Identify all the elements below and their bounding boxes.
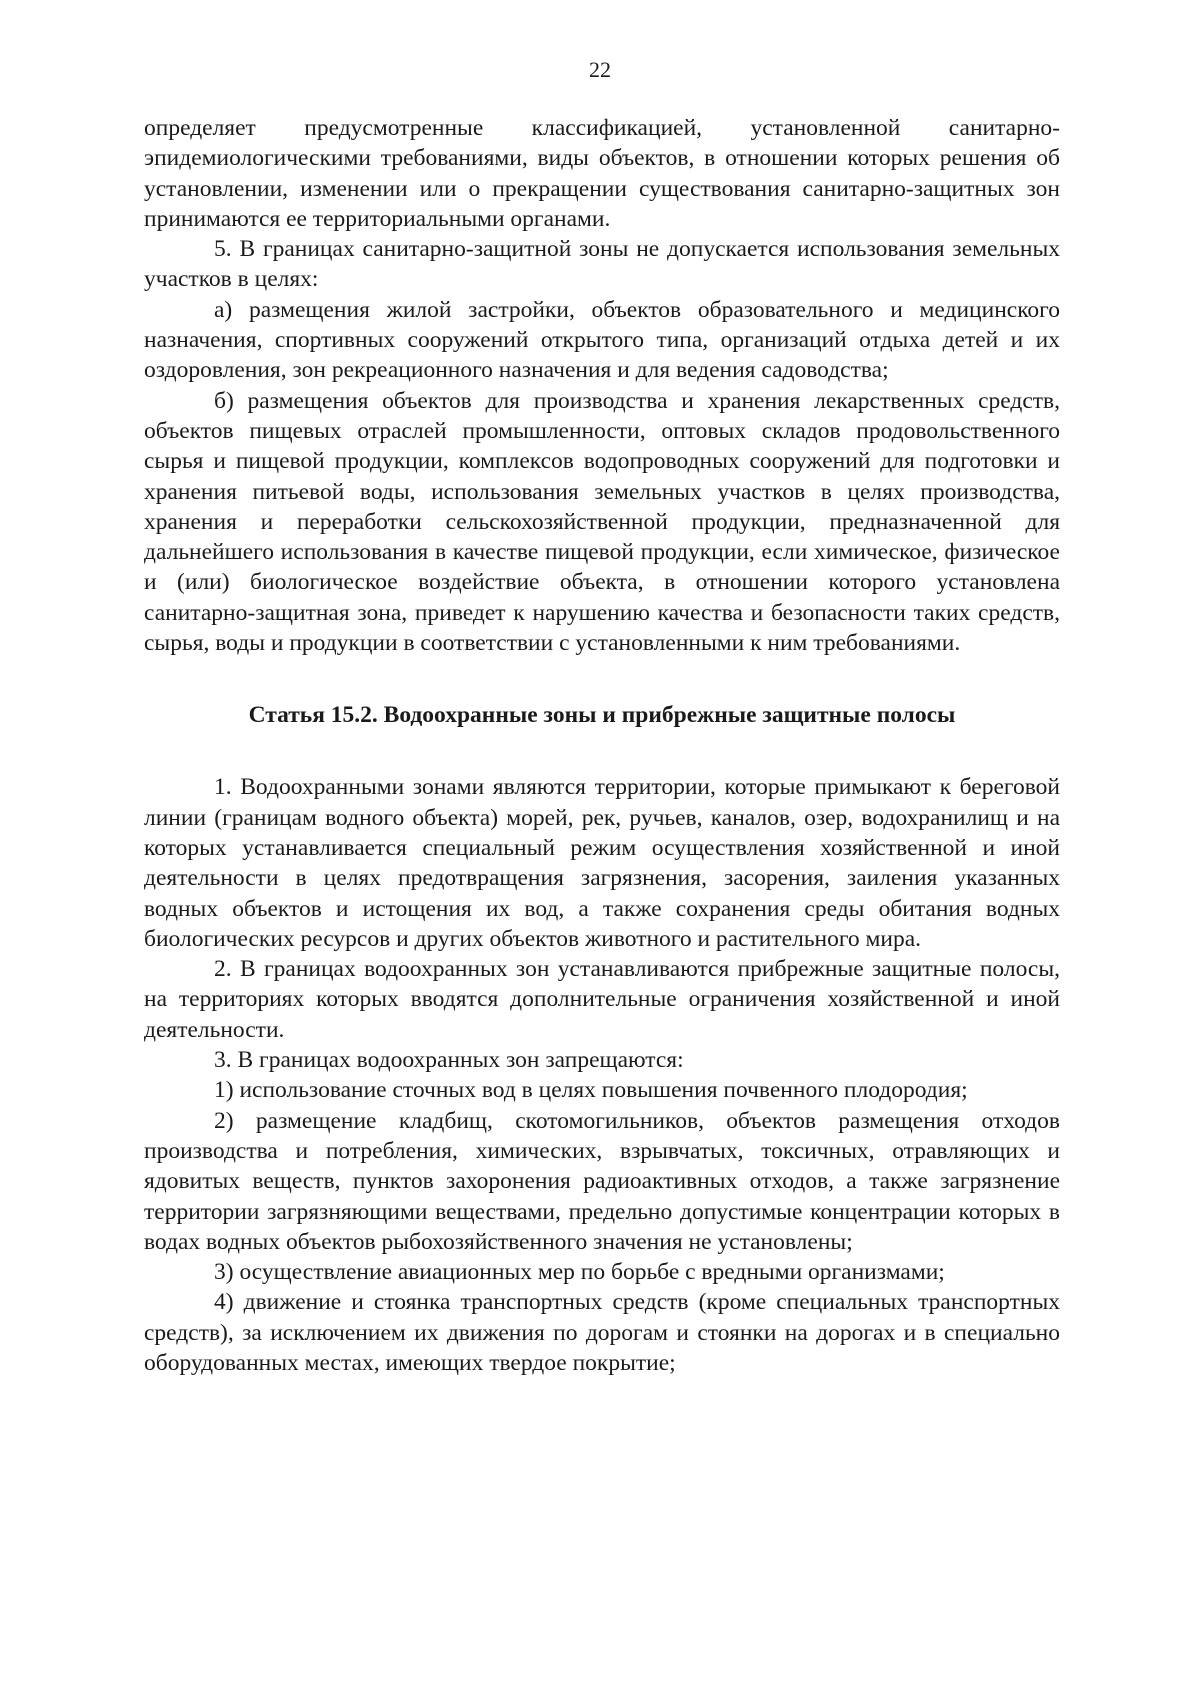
- article-list-item-2: 2) размещение кладбищ, скотомогильников, объектов размещения отходов производства и потребления, химических, взрывчатых, токсичных, отравляющих и ядовитых веществ, пунктов захоронения радиоактивных отходов, а также загрязнение территории загрязняющими веществами, предельно допустимые концентрации которых в водах водных объектов рыбохозяйственного значения не установлены;: [144, 1107, 1060, 1255]
- document-body: [144, 113, 1060, 1378]
- article-paragraph-3: 3. В границах водоохранных зон запрещаются:: [214, 1047, 684, 1074]
- article-list-item-1: 1) использование сточных вод в целях повышения почвенного плодородия;: [214, 1077, 968, 1104]
- paragraph-subitem-b: б) размещения объектов для производства и хранения лекарственных средств, объектов пищевых отраслей промышленности, оптовых складов продовольственного сырья и пищевой продукции, комплексов водопроводных сооружений для подготовки и хранения питьевой воды, использования земельных участков в целях производства, хранения и переработки сельскохозяйственной продукции, предназначенной для дальнейшего использования в качестве пищевой продукции, если химическое, физическое и (или) биологическое воздействие объекта, в отношении которого установлена санитарно-защитная зона, приведет к нарушению качества и безопасности таких средств, сырья, воды и продукции в соответствии с установленными к ним требованиями.: [144, 387, 1060, 657]
- article-list-item-3: 3) осуществление авиационных мер по борьбе с вредными организмами;: [214, 1259, 945, 1286]
- article-list-item-4: 4) движение и стоянка транспортных средств (кроме специальных транспортных средств), за исключением их движения по дорогам и стоянки на дорогах и в специально оборудованных местах, имеющих твердое покрытие;: [144, 1289, 1060, 1376]
- article-heading: Статья 15.2. Водоохранные зоны и прибрежные защитные полосы: [248, 702, 956, 729]
- article-paragraph-2: 2. В границах водоохранных зон устанавливаются прибрежные защитные полосы, на территориях которых вводятся дополнительные ограничения хозяйственной и иной деятельности.: [144, 956, 1060, 1043]
- page-number: 22: [589, 57, 611, 82]
- paragraph-item-5: 5. В границах санитарно-защитной зоны не допускается использования земельных участков в целях:: [144, 236, 1060, 293]
- article-paragraph-1: 1. Водоохранными зонами являются территории, которые примыкают к береговой линии (границам водного объекта) морей, рек, ручьев, каналов, озер, водохранилищ и на которых устанавливается специальный режим осуществления хозяйственной и иной деятельности в целях предотвращения загрязнения, засорения, заиления указанных водных объектов и истощения их вод, а также сохранения среды обитания водных биологических ресурсов и других объектов животного и растительного мира.: [144, 774, 1060, 952]
- paragraph-continuation: определяет предусмотренные классификацией, установленной санитарно-эпидемиологическими требованиями, виды объектов, в отношении которых решения об установлении, изменении или о прекращении существования санитарно-защитных зон принимаются ее территориальными органами.: [144, 115, 1060, 232]
- paragraph-subitem-a: а) размещения жилой застройки, объектов образовательного и медицинского назначения, спортивных сооружений открытого типа, организаций отдыха детей и их оздоровления, зон рекреационного назначения и для ведения садоводства;: [144, 296, 1060, 384]
